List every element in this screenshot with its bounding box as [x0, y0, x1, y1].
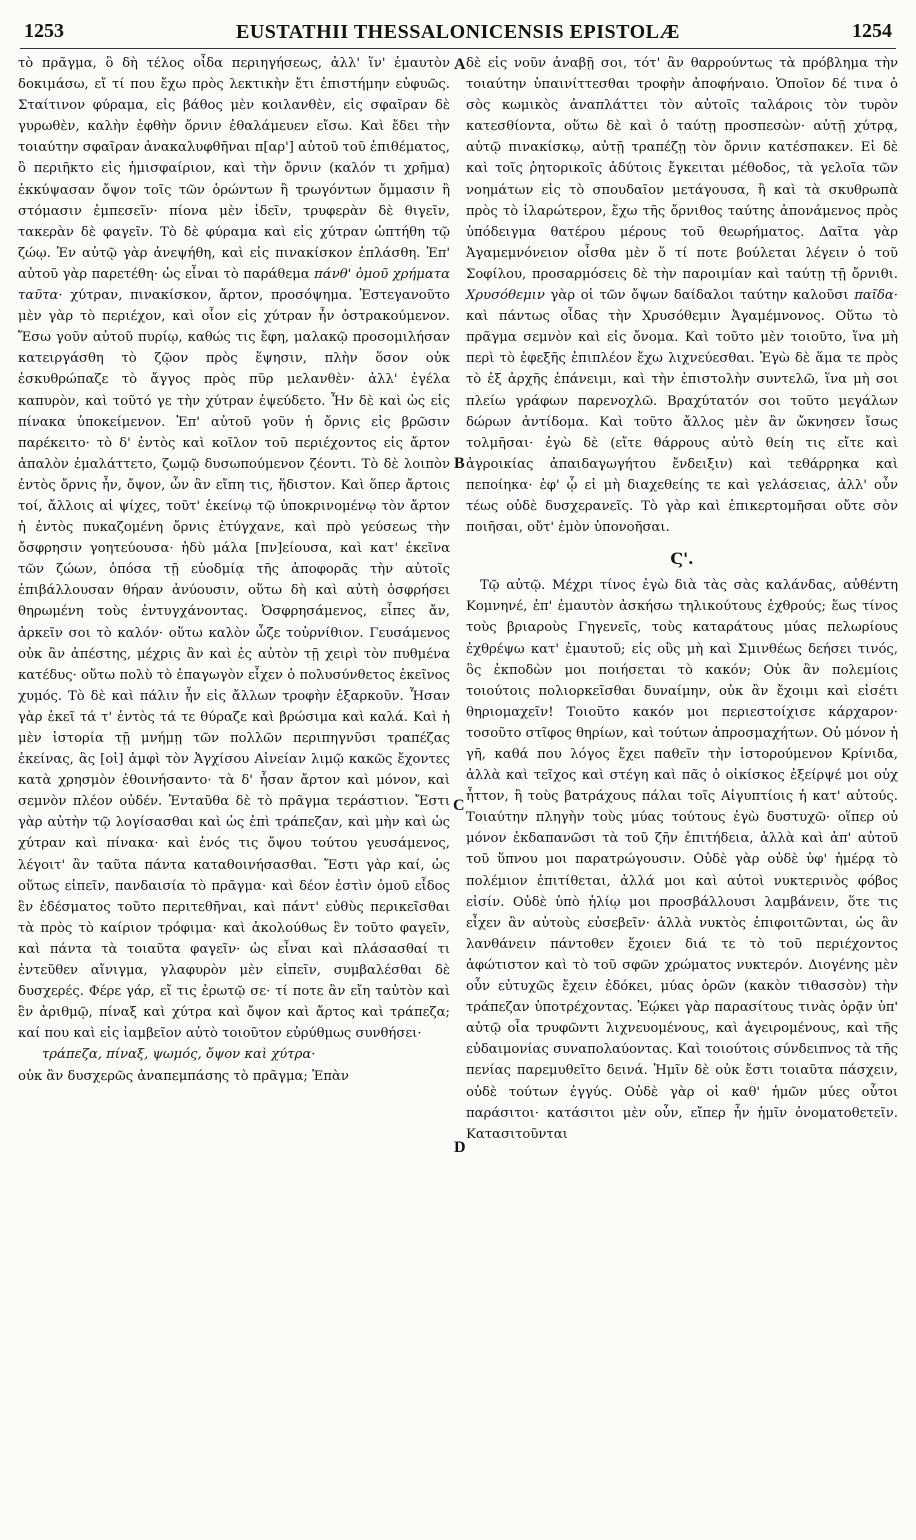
left-text-1: τὸ πρᾶγμα, ὃ δὴ τέλος οἶδα περιηγήσεως, ἀλλ' ἵν' ἐμαυτὸν δοκιμάσω, εἴ τί που ἔχω πρὸς λεκτικὴν ἔτι ἐπιστήμην εὐφυῶς. Σταίτινον φύραμα, εἰς βάθος μὲν κοιλανθὲν, εἰς σφαῖραν δὲ γυρωθὲν, καλὴν ἑφθὴν ὄρνιν ἐθαλάμευεν εἴσω. Καὶ ἔδει τὴν τοιαύτην σφαῖραν ἀνακαλυφθῆναι π[αρ'] αὐτοῦ τοῦ ἐπιθέματος, ὃ περιῆκτο εἰς ἡμισφαίριον, καὶ τὴν ὄρνιν (καλόν τι χρῆμα) ἐκκύψασαν ὄψον τοῖς τῶν ὁρώντων ἢ τρωγόντων ὄμμασιν ἢ στόμασιν ἐμπεσεῖν· πίονα μὲν ἰδεῖν, τρυφερὰν δὲ θιγεῖν, τακερὰν δὲ φαγεῖν. Τὸ δὲ φύραμα καὶ εἰς χύτραν ὠπτήθη τῷ ζώῳ. Ἐν αὐτῷ γὰρ ἀνεψήθη, καὶ εἰς πινακίσκον ἐπλάσθη. Ἐπ' αὐτοῦ γὰρ παρετέθη· ὡς εἶναι τὸ παράθεμα [18, 56, 450, 282]
section-marker-d: D [454, 1139, 466, 1156]
left-paragraph-1 [18, 53, 450, 1044]
section-marker-b: B [454, 455, 465, 472]
right-italic-chrysothemis: Χρυσόθεμιν [466, 288, 545, 304]
section-marker-c: C [453, 797, 465, 814]
right-text-1-cont: καὶ πάντως οἶδας τὴν Χρυσόθεμιν Ἀγαμέμνονος. Οὕτω τὸ πρᾶγμα σεμνὸν καὶ εἰς ὄνομα. Καὶ τοῦτο μὲν τοιοῦτο, ἵνα μὴ περὶ τὸ ἐφεξῆς ἐπιπλέον ἔχω λιχνεύεσθαι. Ἐγὼ δὲ ἅμα τε πρὸς τὸ ἐξ ἀρχῆς ἐπάνειμι, καὶ τὴν ἐπιστολὴν συντελῶ, ἵνα μὴ σοι πλείω γράφων παρενοχλῶ. Βραχύτατόν σοι τοῦτο μεγάλων δώρων ἀντίδομα. Καὶ τοῦτο ἄλλος μὲν ἂν ὤκνησεν ἴσως τολμῆσαι· ἐγὼ δὲ (εἴτε θάρρους αὐτὸ θείη τις εἴτε καὶ ἀγροικίας ἀπαιδαγωγήτου ἔνδειξιν) καὶ τεθάρρηκα καὶ πεποίηκα· ἐφ' ᾧ εἰ μὴ διαχεθείης τε καὶ γελάσειας, ἀλλ' οὖν τέως οὐδὲ δυσχερανεῖς. Τὸ γὰρ καὶ ἐπικερτομῆσαι οὔτε σὸν ποιῆσαι, οὔτ' ἐμὸν ὑπονοῆσαι. [466, 309, 898, 536]
page-number-right: 1254 [852, 20, 892, 42]
right-text-1: δὲ εἰς νοῦν ἀναβῇ σοι, τότ' ἂν θαρρούντως τὰ πρόβλημα τὴν τοιαύτην ὑπαινίττεσθαι τροφὴν ἀποφήναιο. Ὁποῖον δέ τινα ὁ σὸς κωμικὸς ἀναπλάττει τὸν αὐτοῖς ταλάροις τὸν τυρὸν κατεσθίοντα, οὕτω δὲ καὶ ὁ ταύτῃ προσπεσὼν· αὐτῇ χύτρᾳ, αὐτῷ πινακίσκῳ, αὐτῇ τραπέζῃ τὸν ὄρνιν κατέσπακεν. Εἰ δὲ καὶ τοῖς ῥητορικοῖς ἀδύτοις ἔγκειται μέθοδος, τὰ γελοῖα τῶν νοημάτων εἰς τὸ σπουδαῖον μετάγουσα, ἢ καὶ τὰ σκυθρωπὰ πρὸς τὸ ἱλαρώτερον, ἔχω τῆς ὄρνιθος ταύτης ἀπονάμενος πρὸς ὑπόδειγμα θατέρου μέρους τοῦ θεωρήματος. Δαῖτα γὰρ Ἀγαμεμνόνειον οἶσθα μὲν ὅ τί ποτε βούλεται λέγειν ὁ τοῦ Σοφίλου, προσαρμόσεις δὲ τὴν παροιμίαν καὶ ταύτῃ τῇ ὄρνιθι. [466, 56, 898, 282]
right-paragraph-1 [466, 53, 898, 538]
letter-number: Ϛ'. [670, 549, 694, 569]
page-number-left: 1253 [24, 20, 64, 42]
right-column [466, 53, 898, 1523]
running-title: EUSTATHII THESSALONICENSIS EPISTOLÆ [236, 21, 680, 43]
right-italic-paida: παῖδα· [854, 288, 898, 304]
left-text-1-cont: χύτραν, πινακίσκον, ἄρτον, προσόψημα. Ἐστεγανοῦτο μὲν γὰρ τὸ περιέχον, καὶ οἷον εἰς χύτραν ἦν ὀστρακούμενον. Ἔσω γοῦν αὐτοῦ πυρίῳ, καθώς τις ἔφη, μαλακῷ προσομιλήσαν κατειργάσθη τὸ ζῷον πρὸς ἕψησιν, πλὴν ὅσον οὐκ ἐσκυθρώπαζε τὸ ἄγγος πρὸς πῦρ μελανθὲν· ἀλλ' ἐγέλα καπυρὸν, καὶ τοῦτό γε τὴν χύτραν ἐψεύδετο. Ἦν δὲ καὶ ὡς εἰς πίνακα ὑποκείμενον. Ἐπ' αὐτοῦ γοῦν ἡ ὄρνις εἰς βρῶσιν παρέκειτο· τὸ δ' ἐντὸς καὶ κοῖλον τοῦ περιέχοντος εἰς ἄρτον ἁπαλὸν ἐμαλάττετο, ζωμῷ δυσωπούμενον ζέοντι. Τὸ δὲ λοιπὸν ἐντὸς ὄρνις ἦν, ὄψον, ὧν ἂν εἴπη τις, ἥδιστον. Καὶ ὅπερ ἄρτοις τοί, ἄλλοις αἱ ψίχες, τοῦτ' ἐκείνῳ τῷ ὑποκρινομένῳ τὸν ἄρτον ἡ ἐντὸς πυκαζομένη ὄρνις ἐτύγχανε, καὶ πρὸ γεύσεως τὴν ὄσφρησιν γοητεύουσα· ἡδὺ μάλα [πν]είουσα, καὶ κατ' ἐκεῖνα τῶν ζώων, ὁπόσα τῇ εὐοδμίᾳ τῆς ἀποφορᾶς τὴν αὐτοῖς ἐπιβάλλουσαν θήραν ἀνύουσιν, οὕτω δὴ καὶ αὐτὴ ὀσφρήσει θηρωμένη τοὺς ἐντυγχάνοντας. Ὀσφρησάμενος, εἶπες ἄν, ἀρκεῖν σοι τὸ καλόν· οὕτω καλὸν ὦζε τοὐρνίθιον. Γευσάμενος οὐκ ἂν ἀπέστης, μέχρις ἂν καὶ ἐς αὐτὸν τῇ χειρὶ τὸν πυθμένα κατέδυς· οὕτω πολὺ τὸ ἐπαγωγὸν εἶχεν ὁ πολυσύνθετος ἐκεῖνος χυμός. Τὸ δὲ καὶ πάλιν ἦν εἰς ἄλλων τροφὴν ἐξαρκοῦν. Ἦσαν γὰρ ἐκεῖ τά τ' ἐντὸς τά τε θύραζε καὶ βρώσιμα καὶ καλά. Καὶ ἡ μὲν ἱστορία τῇ μνήμῃ τῶν πολλῶν περιπηγνῦσι τραπέζας ἐκείνας, ἃς [οἱ] ἀμφὶ τὸν Ἀγχίσου Αἰνείαν λιμῷ κακῶς ἔχοντες κατὰ χρησμὸν ἐθοινήσαντο· τὰ δ' ἦσαν ἄρτον καὶ μόνον, καὶ σεμνὸν πλέον οὐδέν. Ἐνταῦθα δὲ τὸ πρᾶγμα τεράστιον. Ἔστι γὰρ αὐτὴν τῷ λογίσασθαι καὶ ὡς ἐπὶ τράπεζαν, καὶ μὴν καὶ ὡς χύτραν καὶ πίνακα· καὶ ἑνός τις ὄψου τούτου γευσάμενος, λέγοιτ' ἂν ταῦτα πάντα καταθοινήσασθαι. Ἔστι γὰρ καί, ὡς οὕτως εἰπεῖν, πανδαισία τὸ πρᾶγμα· καὶ δέον ἐστὶν ὁμοῦ εἶδος ἓν ἐδέσματος τοῦτο περιτεθῆναι, καὶ πάντ' εὐθὺς περικεῖσθαι τὰ πρὸς τὸ καίριον τρόφιμα· καὶ ἀκολούθως ἓν τοῦτο φαγεῖν, καὶ πάντα τὰ τοιαῦτα φαγεῖν· ὡς εἶναι καὶ πλάσασθαί τι ἐντεῦθεν αἴνιγμα, γλαφυρὸν μὲν εἰπεῖν, συμβαλέσθαι δὲ δυσχερές. Φέρε γάρ, εἴ τις ἐρωτῷ σε· τί ποτε ἂν εἴη ταὐτὸν καὶ ἓν ἀριθμῷ, πίναξ καὶ χύτρα καὶ ὄψον καὶ ἄρτος καὶ τράπεζα; καί που καὶ εἰς ἰαμβεῖον αὐτὸ τοιοῦτον εὐρύθμως συνθήσει· [18, 288, 450, 1042]
left-column [18, 53, 450, 1523]
two-column-body [14, 53, 902, 1523]
left-paragraph-2: οὐκ ἂν δυσχερῶς ἀναπεμπάσης τὸ πρᾶγμα; Ἐπὰν [18, 1068, 349, 1084]
right-text-1-mid: γὰρ οἱ τῶν ὄψων δαίδαλοι ταύτην καλοῦσι [550, 288, 849, 304]
running-header [20, 18, 896, 49]
right-paragraph-2: Τῷ αὐτῷ. Μέχρι τίνος ἐγὼ διὰ τὰς σὰς καλάνδας, αὐθέντη Κομνηνέ, ἐπ' ἐμαυτὸν ἀσκήσω τηλικούτους ἐχθρούς; ἕως τίνος τοὺς βριαροὺς Γηγενεῖς, τοὺς καταράτους μύας πελωρίους ἐχθρέψω κατ' ἐμαυτοῦ; εἰς οὓς μὴ καὶ Σμινθέως δεήσει τινός, ὃς ἐκποδὼν μοι ποιήσεται τὸ κακόν; Οὐκ ἂν πολεμίοις τοιούτοις πολιορκεῖσθαι δυναίμην, οὐκ ἂν ἔχοιμι καὶ εἰσέτι θηριομαχεῖν! Τοιοῦτο κακόν μοι περιεστοίχισε κάρχαρον· τοσοῦτο στῖφος θηρίων, καὶ τούτων ἀπροσμαχήτων. Οὐ μόνον ἡ γῆ, καθά που λόγος ἔχει παθεῖν τὴν ἱστορούμενον Κρίνιδα, ἀλλὰ καὶ τεῖχος καὶ στέγη καὶ πᾶς ὁ οἰκίσκος ἐξείρψέ μοι οὐχ ἧττον, ἢ τοὺς βατράχους πάλαι τοῖς Αἰγυπτίοις ἡ κατ' αὐτούς. Τοιαύτην πληγὴν τοὺς μύας τούτους ἐγὼ δυστυχῶ· οἵπερ οὐ μόνον ἐκδαπανῶσι τὰ τοῦ ζῆν ἐπιτήδεια, ἀλλὰ καὶ ἀπ' αὐτοῦ τοῦ ὕπνου μοι παρατρώγουσιν. Οὐδὲ γὰρ οὐδὲ ὑφ' ἡμέρᾳ τὸ πολέμιον ἐπιτίθεται, ἀλλά μοι καὶ αὐτοὶ νυκτερινὸς φόβος εἰσίν. Οὐδὲ ὑπὸ ἡλίῳ μοι προσβάλλουσι λαμβάνειν, ὅτε τις εἶχεν ἂν αὐτοὺς εὐσεβεῖν· ἀλλὰ νυκτὸς ἐπιφοιτῶνται, ὡς ἂν λανθάνειν πάντοθεν ἔχοιεν διά τε τὸ τοῦ περιέχοντος ἀφώτιστον καὶ τὸ τοῦ σφῶν χρώματος νυκτερόν. Διογένης μὲν οὖν εὐτυχῶς ἔχειν ἐδόκει, μύας ὁρῶν (κακὸν τιθασσὸν) τὴν τράπεζαν ὑποτρέχοντας. Ἐῴκει γὰρ παρασίτους τινὰς ὁρᾷν ὑπ' αὐτῷ οἷα τρυφῶντι λιχνευομένους, καὶ ἀγειρομένους, καὶ τῆς εὐδαιμονίας συναπολαύοντας. Καὶ τοιούτοις σύνδειπνος τὰ τῆς πενίας παρεμυθεῖτο δεινά. Ἡμῖν δὲ οὐκ ἔστι τοιαῦτα πάσχειν, οὐδὲ τούτων ἐγγύς. Οὐδὲ γὰρ οἱ καθ' ἡμῶν μύες οὗτοι παράσιτοι· κατάσιτοι μὲν οὖν, εἴπερ ἦν ἡμῖν ὀνοματοθετεῖν. Κατασιτοῦνται [466, 578, 898, 1142]
left-italic-quote: πάνθ' ὁμοῦ χρήματα ταῦτα· [18, 266, 450, 304]
section-marker-a: A [454, 56, 466, 73]
iambic-verse: τράπεζα, πίναξ, ψωμός, ὄψον καὶ χύτρα· [42, 1047, 316, 1063]
